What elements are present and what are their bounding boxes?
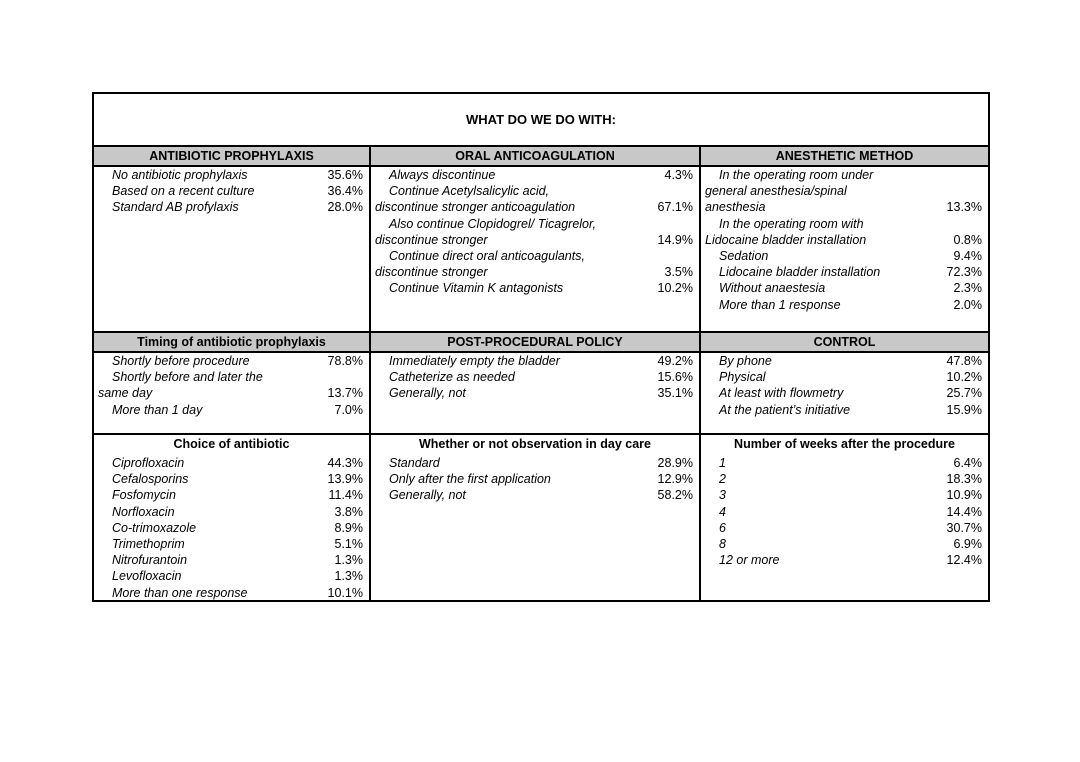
- table-row: [701, 369, 988, 385]
- row-label: Shortly before procedure: [112, 354, 250, 368]
- table-row: [701, 264, 988, 280]
- section-rows: [94, 167, 369, 216]
- table-row: [701, 353, 988, 369]
- row-label: Lidocaine bladder installation: [719, 265, 881, 280]
- table-row: [701, 520, 988, 536]
- table-title: WHAT DO WE DO WITH:: [94, 94, 988, 147]
- table-row: [371, 369, 699, 385]
- section-rows: [94, 353, 369, 418]
- table-row: [94, 568, 369, 584]
- row-label: Standard AB profylaxis: [112, 200, 239, 215]
- table-row: [94, 455, 369, 471]
- table-row: [701, 402, 988, 418]
- row-label: Generally, not: [389, 386, 466, 401]
- row-label: same day: [98, 386, 153, 401]
- row-label: Sedation: [719, 248, 769, 263]
- section-heading: POST-PROCEDURAL POLICY: [371, 333, 699, 351]
- table-row: [701, 216, 988, 232]
- row-label: Continue Vitamin K antagonists: [389, 281, 564, 296]
- table-row: [371, 353, 699, 369]
- row-value: 14.9%: [657, 232, 693, 247]
- row-value: 28.9%: [657, 456, 693, 470]
- row-label: 3: [719, 488, 726, 503]
- row-label: Only after the first application: [389, 472, 551, 487]
- table-row: [371, 264, 699, 280]
- row-label: Standard: [389, 456, 440, 470]
- table-row: [94, 520, 369, 536]
- section-rows: [701, 167, 988, 313]
- row-value: 11.4%: [328, 488, 363, 503]
- section-heading: ANTIBIOTIC PROPHYLAXIS: [94, 147, 369, 165]
- row-label: Without anaestesia: [719, 281, 826, 296]
- row-label: Physical: [719, 370, 766, 385]
- table-row: [94, 504, 369, 520]
- row-value: 44.3%: [327, 456, 363, 470]
- table-row: [701, 183, 988, 199]
- row-value: 9.4%: [953, 248, 982, 263]
- row-label: Shortly before and later the: [112, 370, 263, 385]
- row-label: Based on a recent culture: [112, 184, 255, 199]
- row-value: 35.6%: [327, 168, 363, 182]
- table-row: [701, 455, 988, 471]
- row-label: Fosfomycin: [112, 488, 176, 503]
- section-cell: [701, 435, 988, 602]
- row-value: 2.0%: [953, 297, 982, 312]
- table-row: [94, 536, 369, 552]
- row-label: Lidocaine bladder installation: [705, 232, 867, 247]
- table-row: [371, 167, 699, 183]
- section-rows: [701, 455, 988, 568]
- table-row: [371, 183, 699, 199]
- row-value: 5.1%: [334, 536, 363, 551]
- section-rows: [701, 353, 988, 418]
- table-row: [701, 280, 988, 296]
- row-label: More than one response: [112, 585, 248, 600]
- table-row: [371, 232, 699, 248]
- row-value: 8.9%: [334, 520, 363, 535]
- section-heading: ANESTHETIC METHOD: [701, 147, 988, 165]
- row-label: Generally, not: [389, 488, 466, 503]
- table-row: [371, 280, 699, 296]
- row-value: 12.4%: [946, 553, 982, 568]
- row-label: discontinue stronger: [375, 232, 488, 247]
- section-cell: [371, 147, 699, 331]
- table-row: [371, 487, 699, 503]
- row-value: 72.3%: [946, 265, 982, 280]
- table-row: [701, 552, 988, 568]
- table-row: [701, 232, 988, 248]
- row-label: Also continue Clopidogrel/ Ticagrelor,: [389, 216, 596, 231]
- table-row: [701, 504, 988, 520]
- row-value: 0.8%: [953, 232, 982, 247]
- section-heading: ORAL ANTICOAGULATION: [371, 147, 699, 165]
- row-value: 49.2%: [657, 354, 693, 368]
- row-value: 36.4%: [327, 184, 363, 199]
- row-label: Co-trimoxazole: [112, 520, 197, 535]
- row-label: More than 1 day: [112, 402, 203, 417]
- section-cell: [371, 435, 699, 602]
- table-row: [94, 487, 369, 503]
- section-cell: [371, 333, 699, 433]
- row-value: 12.9%: [657, 472, 693, 487]
- table-row: [701, 199, 988, 215]
- row-value: 15.9%: [946, 402, 982, 417]
- table-row: [94, 471, 369, 487]
- row-value: 15.6%: [657, 370, 693, 385]
- section-cell: [701, 333, 988, 433]
- row-label: 6: [719, 520, 726, 535]
- row-value: 18.3%: [946, 472, 982, 487]
- section-heading: CONTROL: [701, 333, 988, 351]
- row-value: 10.2%: [657, 281, 693, 296]
- table-row: [701, 297, 988, 313]
- row-label: 2: [719, 472, 726, 487]
- table-row: [371, 385, 699, 401]
- row-value: 6.9%: [953, 536, 982, 551]
- row-value: 10.2%: [946, 370, 982, 385]
- table-row: [701, 536, 988, 552]
- table-row: [94, 369, 369, 385]
- table-row: [94, 402, 369, 418]
- row-value: 10.1%: [327, 585, 363, 600]
- row-label: Levofloxacin: [112, 569, 182, 584]
- section-cell: [94, 333, 369, 433]
- row-value: 13.3%: [946, 200, 982, 215]
- section-rows: [94, 455, 369, 601]
- row-label: Norfloxacin: [112, 504, 175, 519]
- row-label: Continue direct oral anticoagulants,: [389, 248, 585, 263]
- row-value: 2.3%: [953, 281, 982, 296]
- table-row: [371, 455, 699, 471]
- row-value: 3.8%: [334, 504, 363, 519]
- row-value: 47.8%: [946, 354, 982, 368]
- row-value: 67.1%: [657, 200, 693, 215]
- row-label: discontinue stronger: [375, 265, 488, 280]
- table-row: [94, 385, 369, 401]
- row-value: 25.7%: [946, 386, 982, 401]
- row-label: Immediately empty the bladder: [389, 354, 560, 368]
- table-row: [94, 167, 369, 183]
- row-value: 14.4%: [946, 504, 982, 519]
- row-value: 30.7%: [946, 520, 982, 535]
- survey-table: [92, 92, 990, 602]
- row-label: 1: [719, 456, 726, 470]
- table-row: [94, 353, 369, 369]
- row-label: 12 or more: [719, 553, 780, 568]
- row-label: Always discontinue: [389, 168, 496, 182]
- table-row: [701, 248, 988, 264]
- table-row: [371, 248, 699, 264]
- row-value: 78.8%: [327, 354, 363, 368]
- section-heading: Number of weeks after the procedure: [734, 437, 955, 451]
- table-row: [701, 167, 988, 183]
- table-row: [371, 216, 699, 232]
- row-label: At least with flowmetry: [719, 386, 844, 401]
- row-label: In the operating room with: [719, 216, 864, 231]
- row-label: Nitrofurantoin: [112, 553, 188, 568]
- section-rows: [371, 353, 699, 402]
- table-row: [701, 471, 988, 487]
- row-label: Cefalosporins: [112, 472, 189, 487]
- row-value: 6.4%: [953, 456, 982, 470]
- section-heading: Whether or not observation in day care: [419, 437, 651, 451]
- row-label: anesthesia: [705, 200, 766, 215]
- table-row: [701, 385, 988, 401]
- table-row: [94, 183, 369, 199]
- row-value: 58.2%: [657, 488, 693, 503]
- row-value: 35.1%: [657, 386, 693, 401]
- row-value: 13.7%: [327, 386, 363, 401]
- row-value: 28.0%: [327, 200, 363, 215]
- row-label: 4: [719, 504, 726, 519]
- table-row: [701, 487, 988, 503]
- row-label: Ciprofloxacin: [112, 456, 185, 470]
- row-value: 10.9%: [946, 488, 982, 503]
- row-label: Catheterize as needed: [389, 370, 515, 385]
- row-label: At the patient’s initiative: [719, 402, 851, 417]
- row-value: 4.3%: [664, 168, 693, 182]
- row-label: By phone: [719, 354, 772, 368]
- row-value: 3.5%: [664, 265, 693, 280]
- table-row: [94, 199, 369, 215]
- row-value: 7.0%: [334, 402, 363, 417]
- section-cell: [94, 147, 369, 331]
- row-label: In the operating room under: [719, 168, 874, 182]
- table-row: [94, 552, 369, 568]
- row-label: Continue Acetylsalicylic acid,: [389, 184, 550, 199]
- row-label: Trimethoprim: [112, 536, 185, 551]
- table-row: [94, 585, 369, 601]
- row-label: discontinue stronger anticoagulation: [375, 200, 576, 215]
- row-label: More than 1 response: [719, 297, 841, 312]
- table-row: [371, 471, 699, 487]
- row-label: 8: [719, 536, 726, 551]
- section-cell: [94, 435, 369, 602]
- section-rows: [371, 167, 699, 297]
- row-value: 1.3%: [334, 553, 363, 568]
- section-heading: Choice of antibiotic: [173, 437, 290, 451]
- section-rows: [371, 455, 699, 504]
- row-value: 1.3%: [334, 569, 363, 584]
- row-label: No antibiotic prophylaxis: [112, 168, 248, 182]
- table-row: [371, 199, 699, 215]
- section-cell: [701, 147, 988, 331]
- row-value: 13.9%: [327, 472, 363, 487]
- row-label: general anesthesia/spinal: [705, 184, 847, 199]
- section-heading: Timing of antibiotic prophylaxis: [94, 333, 369, 351]
